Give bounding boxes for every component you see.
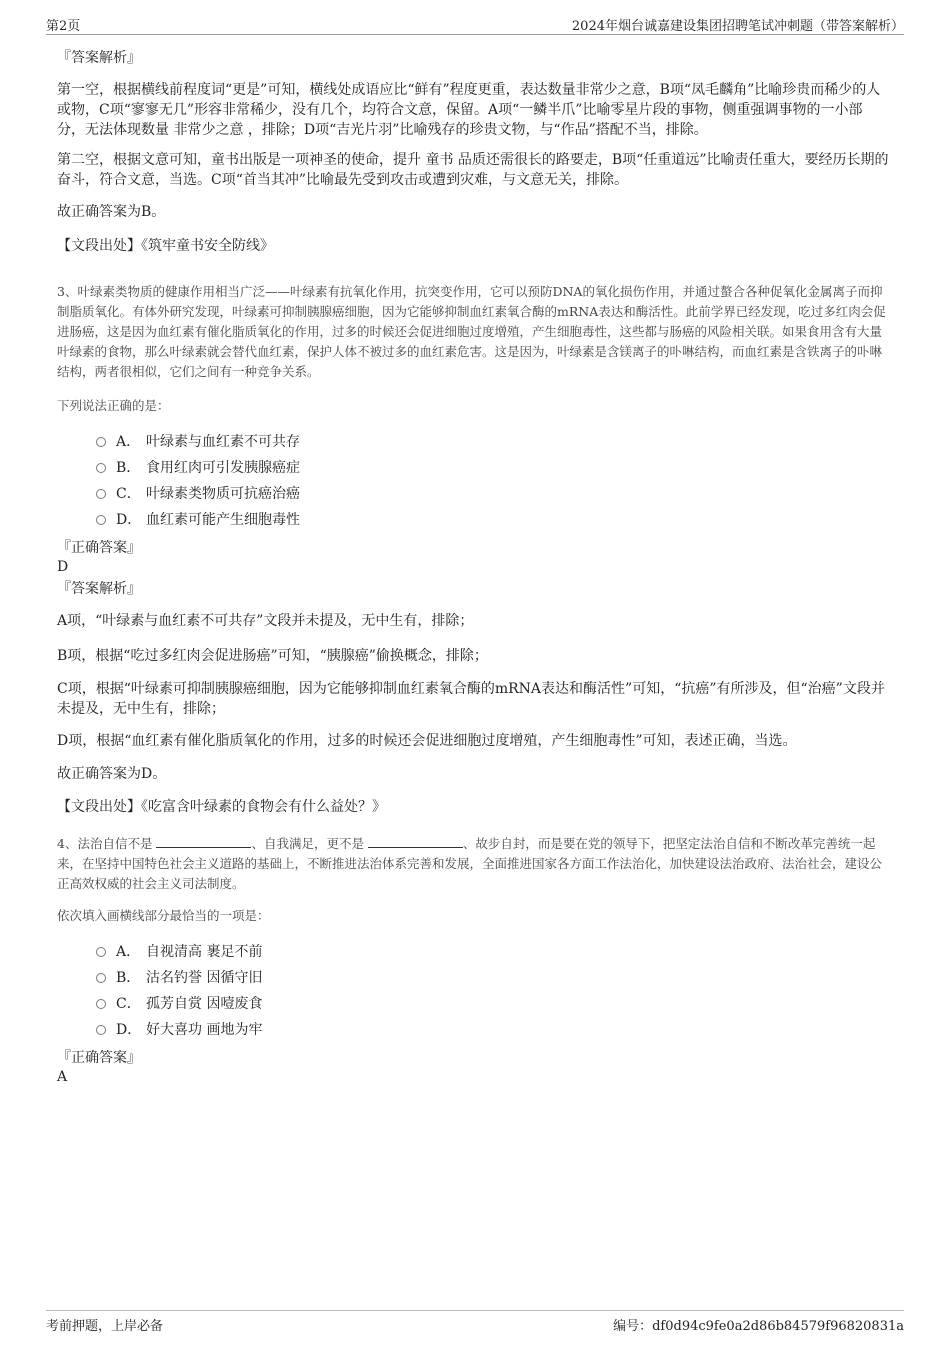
q4-option-c[interactable]: C． 孤芳自赏 因噎废食 xyxy=(96,994,262,1014)
q3-analysis-c: C项，根据“叶绿素可抑制胰腺癌细胞，因为它能够抑制血红素氧合酶的mRNA表达和酶活性”可知，“抗癌”有所涉及，但“治癌”文段并未提及，无中生有，排除； xyxy=(57,681,885,717)
q2-conclusion: 故正确答案为B。 xyxy=(57,204,166,220)
q3-analysis-b: B项，根据“吃过多红肉会促进肠癌”可知，“胰腺癌”偷换概念，排除； xyxy=(57,648,488,664)
q4-option-a[interactable]: A． 自视清高 裹足不前 xyxy=(96,942,262,962)
q3-option-a[interactable]: A． 叶绿素与血红素不可共存 xyxy=(96,432,300,452)
radio-icon[interactable] xyxy=(96,437,106,447)
q3-answer-label: 『正确答案』 xyxy=(57,540,141,556)
page-number: 第2页 xyxy=(46,19,81,34)
q4-answer-label: 『正确答案』 xyxy=(57,1050,141,1066)
q3-option-c[interactable]: C． 叶绿素类物质可抗癌治癌 xyxy=(96,484,300,504)
q3-source: 【文段出处】《吃富含叶绿素的食物会有什么益处？》 xyxy=(57,799,386,815)
q3-analysis-label: 『答案解析』 xyxy=(57,581,141,597)
q2-analysis-p2: 第二空，根据文意可知，童书出版是一项神圣的使命，提升 童书 品质还需很长的路要走，B项“任重道远”比喻责任重大，要经历长期的奋斗，符合文意，当选。C项“首当其冲”比喻最先受到攻击或遭到灾难，与文意无关，排除。 xyxy=(57,152,889,188)
document-title: 2024年烟台诚嘉建设集团招聘笔试冲刺题（带答案解析） xyxy=(571,19,904,34)
radio-icon[interactable] xyxy=(96,463,106,473)
q3-option-b[interactable]: B． 食用红肉可引发胰腺癌症 xyxy=(96,458,300,478)
q2-analysis-label: 『答案解析』 xyxy=(57,50,141,66)
footer-slogan: 考前押题，上岸必备 xyxy=(46,1319,164,1334)
q3-option-d[interactable]: D． 血红素可能产生细胞毒性 xyxy=(96,510,300,530)
q3-answer: D xyxy=(57,559,69,575)
page-header xyxy=(46,12,904,35)
q2-source: 【文段出处】《筑牢童书安全防线》 xyxy=(57,238,274,254)
radio-icon[interactable] xyxy=(96,999,106,1009)
q3-analysis-a: A项，“叶绿素与血红素不可共存”文段并未提及，无中生有，排除； xyxy=(57,613,474,629)
q4-option-b[interactable]: B． 沽名钓誉 因循守旧 xyxy=(96,968,262,988)
radio-icon[interactable] xyxy=(96,947,106,957)
page-footer xyxy=(46,1310,904,1333)
q4-prompt: 依次填入画横线部分最恰当的一项是： xyxy=(57,908,270,923)
document-id: 编号：df0d94c9fe0a2d86b84579f96820831a xyxy=(613,1319,904,1334)
radio-icon[interactable] xyxy=(96,973,106,983)
q4-stem: 4、法治自信不是 、自我满足，更不是 、故步自封，而是要在党的领导下，把坚定法治自信和不断改革完善统一起来，在坚持中国特色社会主义道路的基础上，不断推进法治体系完善和发展，全面推进国家各方面工作法治化，加快建设法治政府、法治社会，建设公正高效权威的社会主义司法制度。 xyxy=(57,836,883,891)
q4-option-d[interactable]: D． 好大喜功 画地为牢 xyxy=(96,1020,262,1040)
radio-icon[interactable] xyxy=(96,1025,106,1035)
radio-icon[interactable] xyxy=(96,489,106,499)
q3-stem: 3、叶绿素类物质的健康作用相当广泛——叶绿素有抗氧化作用，抗突变作用，它可以预防DNA的氧化损伤作用，并通过螯合各种促氧化金属离子而抑制脂质氧化。有体外研究发现，叶绿素可抑制胰腺癌细胞，因为它能够抑制血红素氧合酶的mRNA表达和酶活性。此前学界已经发现，吃过多红肉会促进肠癌，这是因为血红素有催化脂质氧化的作用，过多的时候还会促进细胞过度增殖，产生细胞毒性，这些都与肠癌的风险相关联。如果食用含有大量叶绿素的食物，那么叶绿素就会替代血红素，保护人体不被过多的血红素危害。这是因为，叶绿素是含镁离子的卟啉结构，而血红素是含铁离子的卟啉结构，两者很相似，它们之间有一种竞争关系。 xyxy=(57,284,886,379)
q2-analysis-p1: 第一空，根据横线前程度词“更是”可知，横线处成语应比“鲜有”程度更重，表达数量非常少之意，B项“凤毛麟角”比喻珍贵而稀少的人或物，C项“寥寥无几”形容非常稀少，没有几个，均符合文意，保留。A项“一鳞半爪”比喻零星片段的事物，侧重强调事物的一小部分，无法体现数量 非常少之意 ，排除；D项“吉光片羽”比喻残存的珍贵文物，与“作品”搭配不当，排除。 xyxy=(57,82,881,138)
radio-icon[interactable] xyxy=(96,515,106,525)
q4-answer: A xyxy=(57,1069,68,1085)
q3-analysis-d: D项，根据“血红素有催化脂质氧化的作用，过多的时候还会促进细胞过度增殖，产生细胞毒性”可知，表述正确，当选。 xyxy=(57,733,797,749)
q3-conclusion: 故正确答案为D。 xyxy=(57,766,167,782)
fill-blank-1[interactable] xyxy=(156,835,251,848)
fill-blank-2[interactable] xyxy=(368,835,463,848)
q3-prompt: 下列说法正确的是： xyxy=(57,398,170,413)
